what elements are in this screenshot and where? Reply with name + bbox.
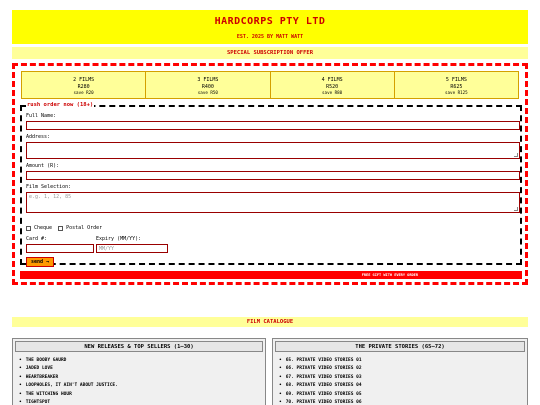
free-gift-banner: FREE GIFT WITH EVERY ORDER: [20, 271, 522, 279]
list-item: • 68. PRIVATE VIDEO STORIES 04: [279, 382, 527, 390]
payment-method-group: [26, 225, 102, 231]
catalogue-section-new-releases: [12, 338, 266, 405]
tier-3-films: [146, 72, 270, 98]
site-subtitle: EST. 2025 BY MATT WATT: [236, 34, 304, 40]
tier-price: R280: [77, 83, 90, 90]
address-label: Address:: [26, 134, 51, 140]
order-form-legend: rush order now (18+): [27, 102, 94, 108]
cheque-label: Cheque: [34, 225, 53, 231]
tier-save: save R50: [197, 90, 218, 95]
tier-price: R625: [450, 83, 463, 90]
tier-name: 5 FILMS: [445, 77, 467, 83]
section-heading[interactable]: NEW RELEASES & TOP SELLERS (1–30): [15, 341, 263, 352]
postal-order-checkbox[interactable]: [58, 226, 63, 231]
list-item: • 65. PRIVATE VIDEO STORIES 01: [279, 357, 527, 365]
tier-5-films: [395, 72, 518, 98]
list-item: • THE BOOBY GAURD: [19, 357, 265, 365]
resize-handle-icon[interactable]: [514, 153, 518, 157]
amount-value: [27, 173, 29, 179]
amount-field[interactable]: [26, 171, 520, 180]
amount-label: Amount (R):: [26, 163, 60, 169]
tier-price: R400: [201, 83, 214, 90]
site-header: [12, 10, 528, 44]
tier-name: 4 FILMS: [321, 77, 343, 83]
film-selection-label: Film Selection:: [26, 184, 72, 190]
offer-title: SPECIAL SUBSCRIPTION OFFER: [12, 47, 528, 59]
tier-name: 3 FILMS: [197, 77, 219, 83]
list-item: • TIGHTSPOT: [19, 399, 265, 405]
card-number-value: [27, 246, 29, 252]
send-button[interactable]: send →: [26, 257, 54, 267]
card-number-field[interactable]: [26, 244, 94, 253]
tier-4-films: [271, 72, 395, 98]
card-label: Card #:: [26, 236, 48, 242]
offer-box: [12, 63, 528, 285]
expiry-label: Expiry (MM/YY):: [96, 236, 142, 242]
site-title: HARDCORPS PTY LTD: [214, 16, 326, 27]
cheque-checkbox[interactable]: [26, 226, 31, 231]
film-selection-field[interactable]: [26, 192, 520, 213]
full-name-field[interactable]: [26, 121, 520, 130]
expiry-placeholder: MM/YY: [99, 246, 115, 252]
list-item: • 70. PRIVATE VIDEO STORIES 06: [279, 399, 527, 405]
film-list: [273, 354, 527, 405]
catalogue-section-private-stories: [272, 338, 528, 405]
tier-save: save R80: [322, 90, 343, 95]
tier-save: save R20: [73, 90, 94, 95]
tier-price: R520: [326, 83, 339, 90]
list-item: • HEARTBREAKER: [19, 374, 265, 382]
tier-save: save R125: [445, 90, 468, 95]
pricing-tiers: [21, 71, 519, 99]
address-value: [27, 144, 29, 150]
list-item: • LOOPHOLES, IT AIN'T ABOUT JUSTICE.: [19, 382, 265, 390]
postal-order-label: Postal Order: [66, 225, 103, 231]
list-item: • 67. PRIVATE VIDEO STORIES 03: [279, 374, 527, 382]
order-form: [20, 102, 522, 265]
film-list: [13, 354, 265, 405]
tier-2-films: [22, 72, 146, 98]
list-item: • 69. PRIVATE VIDEO STORIES 05: [279, 391, 527, 399]
address-field[interactable]: [26, 142, 520, 159]
full-name-value: [27, 123, 29, 129]
expiry-field[interactable]: [96, 244, 168, 253]
film-selection-placeholder: e.g. 1, 12, 85: [29, 194, 72, 200]
resize-handle-icon[interactable]: [514, 207, 518, 211]
section-heading[interactable]: THE PRIVATE STORIES (65–72): [275, 341, 525, 352]
list-item: • 66. PRIVATE VIDEO STORIES 02: [279, 365, 527, 373]
tier-name: 2 FILMS: [73, 77, 95, 83]
full-name-label: Full Name:: [26, 113, 57, 119]
list-item: • JADED LOVE: [19, 365, 265, 373]
catalogue-title: FILM CATALOGUE: [12, 317, 528, 327]
list-item: • THE WITCHING HOUR: [19, 391, 265, 399]
